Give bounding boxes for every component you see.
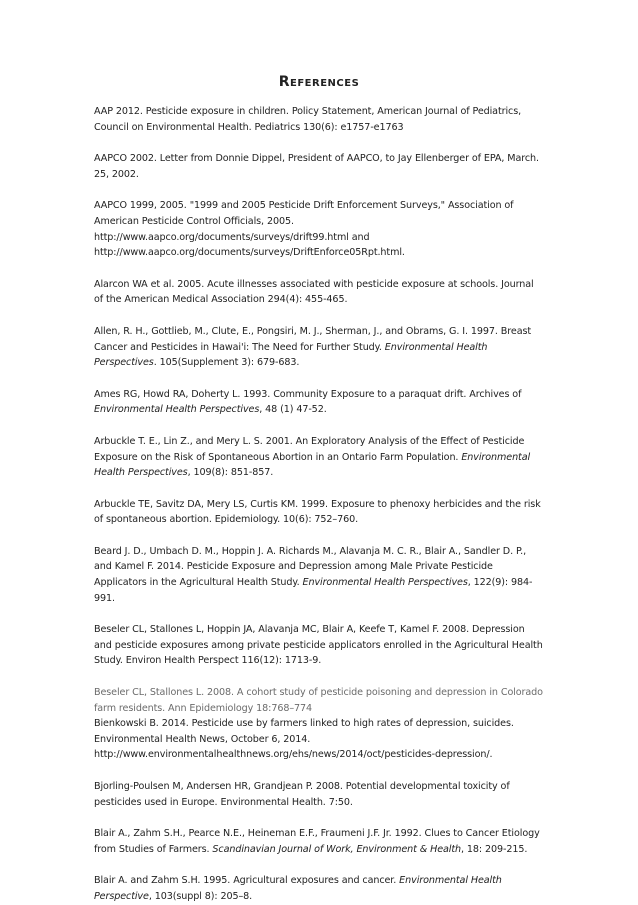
reference-entry: Beseler CL, Stallones L. 2008. A cohort study of pesticide poisoning and depression in Colorado farm residents. Ann Epidemiology 18:768–774 <box>94 687 543 714</box>
reference-url[interactable]: http://www.aapco.org/documents/surveys/drift99.html and <box>94 231 370 243</box>
reference-url[interactable]: http://www.aapco.org/documents/surveys/DriftEnforce05Rpt.html. <box>94 247 405 259</box>
reference-entry: Bienkowski B. 2014. Pesticide use by farmers linked to high rates of depression, suicides. Environmental Health News, October 6, 2014. http://www.environmentalhealthnews.org/ehs/news/2014/oct/pesticides-depression/. <box>94 718 514 761</box>
reference-entry: Blair A. and Zahm S.H. 1995. Agricultural exposures and cancer. Environmental Health Perspective, 103(suppl 8): 205–8. <box>94 875 502 902</box>
reference-entry: AAPCO 1999, 2005. "1999 and 2005 Pesticide Drift Enforcement Surveys," Association of American Pesticide Control Officials, 2005. http://www.aapco.org/documents/surveys/drift99.html and http://www.aapco.org/documents/surveys/DriftEnforce05Rpt.html. <box>94 200 514 259</box>
reference-entry: AAPCO 2002. Letter from Donnie Dippel, President of AAPCO, to Jay Ellenberger of EPA, March. 25, 2002. <box>94 153 539 180</box>
reference-url[interactable]: http://www.environmentalhealthnews.org/ehs/news/2014/oct/pesticides-depression/. <box>94 749 493 761</box>
reference-entry: Arbuckle TE, Savitz DA, Mery LS, Curtis KM. 1999. Exposure to phenoxy herbicides and the risk of spontaneous abortion. Epidemiology. 10(6): 752–760. <box>94 498 541 526</box>
reference-entry: Allen, R. H., Gottlieb, M., Clute, E., Pongsiri, M. J., Sherman, J., and Obrams, G. I. 1997. Breast Cancer and Pesticides in Hawai'i: The Need for Further Study. Environmental Health Perspectives. 105(Supplement 3): 679-683. <box>94 325 532 369</box>
reference-entry: Blair A., Zahm S.H., Pearce N.E., Heineman E.F., Fraumeni J.F. Jr. 1992. Clues to Cancer Etiology from Studies of Farmers. Scandinavian Journal of Work, Environment & Health, 18: 209-215. <box>94 828 540 855</box>
reference-entry: Alarcon WA et al. 2005. Acute illnesses associated with pesticide exposure at schools. Journal of the American Medical Association 294(4): 455-465. <box>94 278 534 306</box>
reference-entry: Beseler CL, Stallones L, Hoppin JA, Alavanja MC, Blair A, Keefe T, Kamel F. 2008. Depression and pesticide exposures among private pesticide applicators enrolled in the Agricultural Health Study. Environ Health Perspect 116(12): 1713-9. <box>94 624 543 667</box>
reference-entry: Ames RG, Howd RA, Doherty L. 1993. Community Exposure to a paraquat drift. Archives of Environmental Health Perspectives, 48 (1) 47-52. <box>94 388 522 416</box>
reference-entry: Beard J. D., Umbach D. M., Hoppin J. A. Richards M., Alavanja M. C. R., Blair A., Sandler D. P., and Kamel F. 2014. Pesticide Exposure and Depression among Male Private Pesticide Applicators in the Agricultural Health Study. Environmental Health Perspectives, 122(9): 984-991. <box>94 545 533 604</box>
reference-entry: AAP 2012. Pesticide exposure in children. Policy Statement, American Journal of Pediatrics, Council on Environmental Health. Pediatrics 130(6): e1757-e1763 <box>94 106 522 133</box>
page-heading: References <box>278 74 360 90</box>
reference-entry: Arbuckle T. E., Lin Z., and Mery L. S. 2001. An Exploratory Analysis of the Effect of Pesticide Exposure on the Risk of Spontaneous Abortion in an Ontario Farm Population. Environmental Health Perspectives, 109(8): 851-857. <box>94 435 531 479</box>
reference-entry: Bjorling-Poulsen M, Andersen HR, Grandjean P. 2008. Potential developmental toxicity of pesticides used in Europe. Environmental Health. 7:50. <box>94 781 510 808</box>
